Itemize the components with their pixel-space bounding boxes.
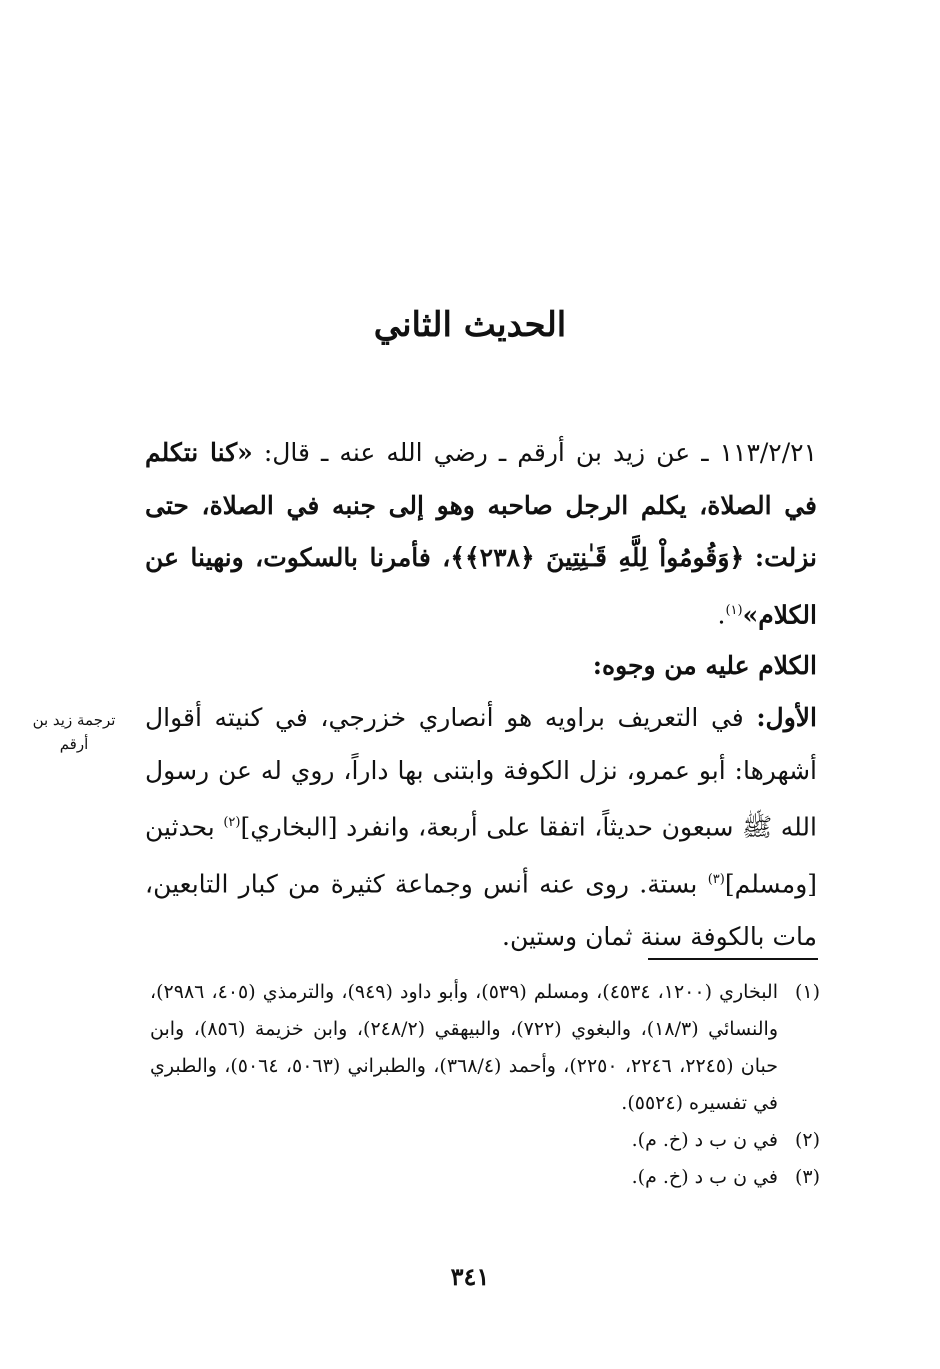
footnote-divider — [648, 958, 818, 960]
page-number: ٣٤١ — [450, 1262, 490, 1291]
first-point-text-2: بحدثين [ومسلم] — [145, 812, 818, 899]
footnote-ref-1[interactable]: (١) — [725, 602, 743, 618]
footnote-number: (٢) — [794, 1129, 820, 1151]
hadith-text-before-verse: «كنا نتكلم في الصلاة، يكلم الرجل صاحبه وهو إلى جنبه في الصلاة، حتى نزلت: — [145, 438, 817, 572]
footnote-ref-3[interactable]: (٣) — [707, 871, 725, 887]
hadith-end: . — [717, 599, 726, 629]
first-point-text-3: بستة. روى عنه أنس وجماعة كثيرة من كبار التابعين، مات بالكوفة سنة ثمان وستين. — [145, 869, 817, 951]
margin-note: ترجمة زيد بن أرقم — [32, 711, 116, 753]
footnote-number: (١) — [794, 981, 820, 1003]
footnote-2 — [150, 1122, 820, 1159]
first-point-lead: الأول: — [756, 703, 817, 732]
hadith-paragraph — [145, 427, 817, 641]
footnote-text: البخاري (١٢٠٠، ٤٥٣٤)، ومسلم (٥٣٩)، وأبو داود (٩٤٩)، والترمذي (٤٠٥، ٢٩٨٦)، والنسائي (١٨/٣)، والبغوي (٧٢٢)، والبيهقي (٢٤٨/٢)، وابن خزيمة (٨٥٦)، وابن حبان (٢٢٤٥، ٢٢٤٦، ٢٢٥٠)، وأحمد (٣٦٨/٤)، والطبراني (٥٠٦٣، ٥٠٦٤)، والطبري في تفسيره (٥٥٢٤). — [150, 981, 779, 1114]
chapter-heading: الحديث الثاني — [373, 305, 567, 345]
hadith-intro: ١١٣/٢/٢١ ـ عن زيد بن أرقم ـ رضي الله عنه ـ قال: — [263, 438, 818, 467]
footnote-number: (٣) — [794, 1166, 820, 1188]
quran-verse: ﴿وَقُومُواْ لِلَّهِ قَـٰنِتِينَ ﴿٢٣٨﴾﴾ — [450, 543, 745, 572]
hadith-text-after-verse: ، فأمرنا بالسكوت، ونهينا عن الكلام» — [145, 543, 817, 629]
footnote-3 — [150, 1159, 820, 1196]
section-heading: الكلام عليه من وجوه: — [592, 651, 817, 680]
first-point-text-1: في التعريف براويه هو أنصاري خزرجي، في كنيته أقوال أشهرها: أبو عمرو، نزل الكوفة وابتنى بها داراً، روي له عن رسول الله ﷺ سبعون حديثاً، اتفقا على أربعة، وانفرد [البخاري] — [145, 703, 817, 842]
footnote-1 — [150, 974, 820, 1122]
footnotes — [150, 974, 820, 1196]
footnote-ref-2[interactable]: (٢) — [223, 815, 241, 830]
footnote-text: في ن ب د (خ. م). — [631, 1166, 778, 1188]
first-point-paragraph — [145, 692, 817, 963]
footnote-text: في ن ب د (خ. م). — [631, 1129, 778, 1151]
